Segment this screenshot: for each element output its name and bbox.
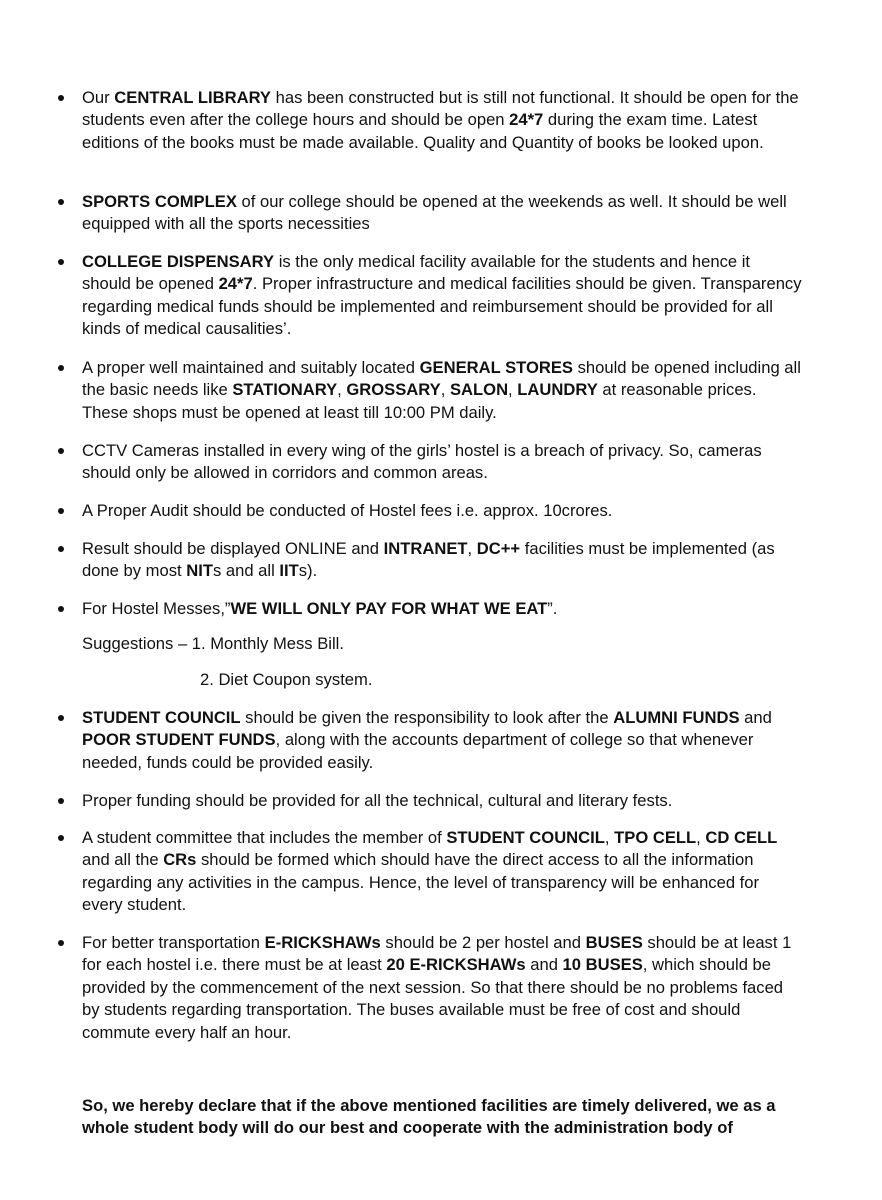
text-segment: A Proper Audit should be conducted of Hostel fees i.e. approx. 10crores.: [82, 501, 613, 520]
text-segment: is the only medical facility available for the students and hence it should be opened: [82, 252, 751, 294]
text-segment: Proper funding should be provided for all the technical, cultural and literary fests.: [82, 791, 673, 810]
text-segment: should be formed which should have the direct access to all the information regarding any activities in the campus. Hence, the level of transparency will be enhanced for every student.: [82, 850, 760, 915]
list-item-hostel-audit: [82, 500, 802, 522]
bold-text-segment: TPO CELL: [614, 828, 697, 847]
text-segment: and: [525, 955, 563, 975]
text-segment: , along with the accounts department of college so that whenever needed, funds could be provided easily.: [82, 730, 754, 772]
text-segment: A proper well maintained and suitably located: [82, 358, 420, 377]
text-segment: has been constructed but is still not functional. It should be open for the students even after the college hours and should be open: [82, 88, 799, 130]
list-item-central-library: [82, 87, 802, 154]
list-item-fest-funding: [82, 790, 802, 812]
bold-text-segment: 20 E-RICKSHAWs: [386, 955, 526, 975]
text-segment: should be 2 per hostel and: [380, 933, 586, 952]
text-segment: ”.: [547, 599, 558, 618]
bold-text-segment: BUSES: [585, 933, 643, 952]
bold-text-segment: SPORTS COMPLEX: [82, 192, 237, 211]
text-segment: ,: [696, 828, 706, 847]
list-item-college-dispensary: [82, 251, 802, 341]
text-segment: Our: [82, 88, 115, 107]
text-segment: For better transportation: [82, 933, 265, 952]
bold-text-segment: NIT: [186, 561, 213, 581]
bold-text-segment: STATIONARY: [232, 380, 338, 400]
bold-text-segment: SALON: [449, 380, 509, 400]
bold-text-segment: E-RICKSHAWs: [264, 933, 381, 952]
bold-text-segment: DC++: [476, 539, 521, 558]
closing-declaration: So, we hereby declare that if the above mentioned facilities are timely delivered, we as a whole student body will do our best and cooperate with the administration body of: [82, 1096, 776, 1138]
text-segment: , which should be provided by the commencement of the next session. So that there should be no problems faced by students regarding transportation. The buses available must be free of cost and should commute every half an hour.: [82, 955, 784, 1042]
list-item-transportation: [82, 932, 802, 1044]
bold-text-segment: 24*7: [218, 274, 253, 294]
text-segment: s and all: [212, 561, 280, 581]
bold-text-segment: CENTRAL LIBRARY: [114, 88, 271, 107]
bold-text-segment: GENERAL STORES: [419, 358, 573, 377]
text-segment: For Hostel Messes,”: [82, 599, 231, 618]
bold-text-segment: CRs: [163, 850, 197, 870]
bold-text-segment: GROSSARY: [346, 380, 441, 400]
list-item-student-committee: [82, 827, 802, 917]
bold-text-segment: POOR STUDENT FUNDS: [82, 730, 276, 750]
bold-text-segment: STUDENT COUNCIL: [82, 708, 241, 727]
bold-text-segment: INTRANET: [383, 539, 468, 558]
bold-text-segment: LAUNDRY: [517, 380, 598, 400]
bold-text-segment: ALUMNI FUNDS: [613, 708, 740, 727]
text-segment: and all the: [82, 850, 164, 870]
text-segment: . Proper infrastructure and medical facilities should be given. Transparency regarding medical funds should be implemented and reimbursement should be provided for all kinds of medical causalities’.: [82, 274, 802, 339]
bold-text-segment: WE WILL ONLY PAY FOR WHAT WE EAT: [230, 599, 548, 618]
text-segment: ,: [440, 380, 450, 400]
text-segment: s).: [298, 561, 318, 581]
text-segment: should be at least 1 for each hostel i.e. there must be at least: [82, 933, 792, 975]
list-item-hostel-messes: [82, 598, 802, 620]
text-segment: facilities must be implemented (as done by most: [82, 539, 775, 581]
text-segment: ,: [508, 380, 518, 400]
bold-text-segment: 10 BUSES: [562, 955, 643, 975]
list-item-general-stores: [82, 357, 802, 424]
bold-text-segment: 24*7: [509, 110, 544, 130]
suggestions-line-2: 2. Diet Coupon system.: [200, 670, 373, 689]
text-segment: ,: [467, 539, 477, 558]
bold-text-segment: STUDENT COUNCIL: [446, 828, 605, 847]
text-segment: at reasonable prices. These shops must be opened at least till 10:00 PM daily.: [82, 380, 757, 422]
text-segment: Result should be displayed ONLINE and: [82, 539, 384, 558]
text-segment: A student committee that includes the member of: [82, 828, 447, 847]
text-segment: CCTV Cameras installed in every wing of the girls’ hostel is a breach of privacy. So, cameras should only be allowed in corridors and common areas.: [82, 441, 762, 483]
list-item-online-results: [82, 538, 802, 583]
bold-text-segment: COLLEGE DISPENSARY: [82, 252, 275, 271]
list-item-sports-complex: [82, 191, 802, 236]
suggestions-line-1: Suggestions – 1. Monthly Mess Bill.: [82, 634, 344, 653]
text-segment: should be opened including all the basic needs like: [82, 358, 801, 400]
text-segment: of our college should be opened at the weekends as well. It should be well equipped with all the sports necessities: [82, 192, 787, 234]
text-segment: and: [739, 708, 772, 727]
text-segment: should be given the responsibility to look after the: [240, 708, 614, 727]
text-segment: ,: [604, 828, 615, 847]
text-segment: ,: [337, 380, 347, 400]
list-item-cctv-cameras: [82, 440, 802, 485]
bold-text-segment: IIT: [279, 561, 299, 581]
text-segment: during the exam time. Latest editions of the books must be made available. Quality and Quantity of books be looked upon.: [82, 110, 764, 152]
bold-text-segment: CD CELL: [705, 828, 778, 847]
list-item-student-council: [82, 707, 802, 774]
